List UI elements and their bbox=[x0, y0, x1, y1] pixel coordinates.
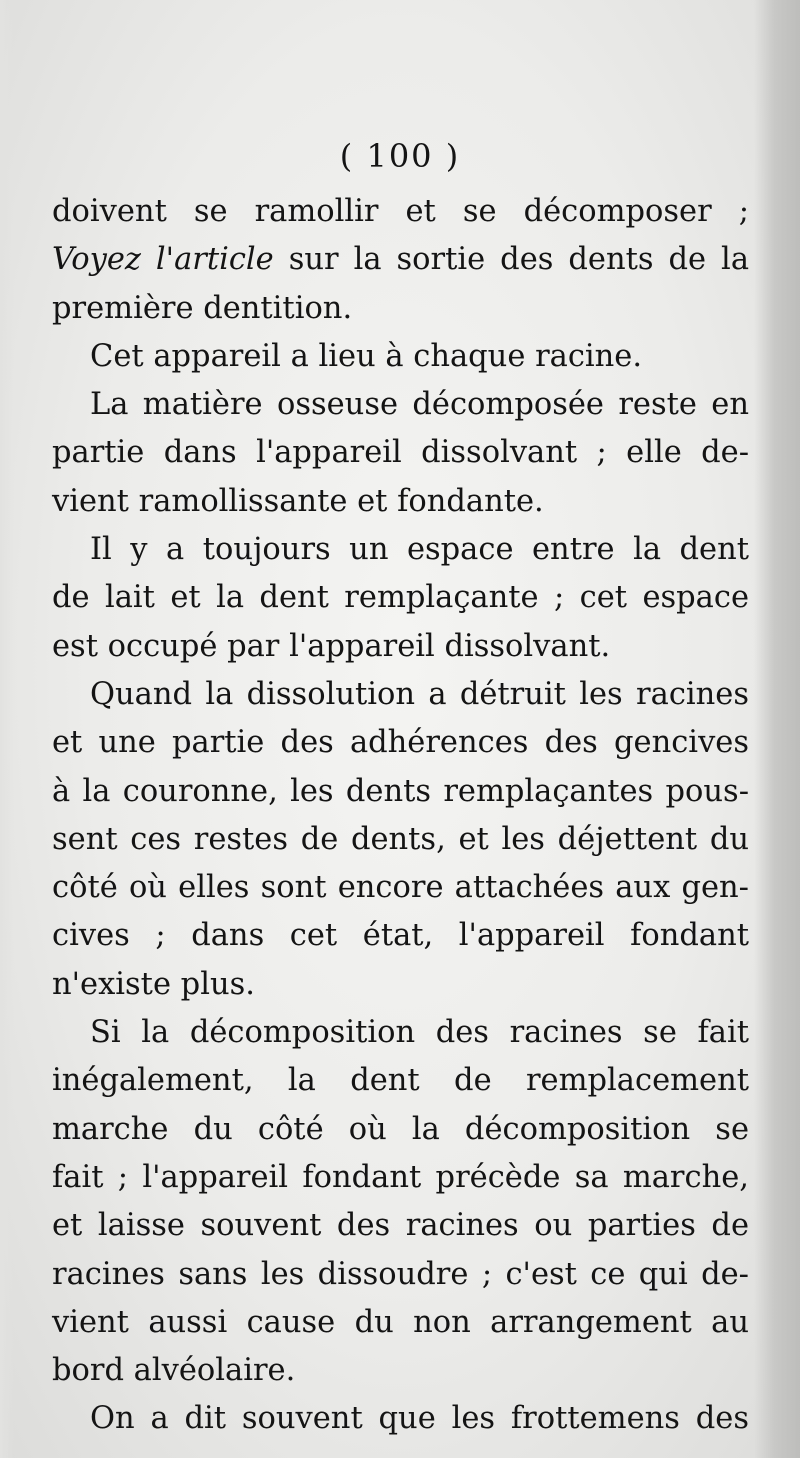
paragraph-start-line: Il y a toujours un espace entre la dent bbox=[90, 532, 749, 568]
page-number: ( 100 ) bbox=[339, 137, 461, 175]
page-edge-shadow-left bbox=[0, 0, 14, 1458]
text-line: sent ces restes de dents, et les déjettent du bbox=[52, 821, 749, 857]
text-line: vient ramollissante et fondante. bbox=[52, 483, 544, 519]
body-text bbox=[52, 188, 749, 1444]
text-line: à la couronne, les dents remplaçantes pous- bbox=[52, 773, 749, 809]
text-line: marche du côté où la décomposition se bbox=[52, 1111, 749, 1147]
text-line: bord alvéolaire. bbox=[52, 1353, 296, 1389]
text-line-rest: sur la sortie des dents de la bbox=[273, 242, 749, 278]
text-line: et laisse souvent des racines ou parties de bbox=[52, 1208, 749, 1244]
text-line: est occupé par l'appareil dissolvant. bbox=[52, 628, 611, 664]
text-line: partie dans l'appareil dissolvant ; elle de- bbox=[52, 435, 749, 471]
paragraph-start-line: Si la décomposition des racines se fait bbox=[90, 1015, 749, 1051]
paragraph-start-line: Quand la dissolution a détruit les racines bbox=[90, 676, 749, 712]
text-line: première dentition. bbox=[52, 290, 353, 326]
text-line: n'existe plus. bbox=[52, 966, 255, 1002]
text-line: et une partie des adhérences des gencives bbox=[52, 725, 749, 761]
text-line: doivent se ramollir et se décomposer ; bbox=[52, 194, 749, 229]
text-line bbox=[52, 236, 749, 284]
paragraph-start-line: On a dit souvent que les frottemens des bbox=[90, 1401, 749, 1437]
text-line: inégalement, la dent de remplacement bbox=[52, 1063, 749, 1099]
italic-reference: Voyez l'article bbox=[52, 242, 274, 278]
text-line: racines sans les dissoudre ; c'est ce qui de- bbox=[52, 1256, 749, 1292]
paragraph-start-line: La matière osseuse décomposée reste en bbox=[90, 387, 749, 423]
text-line: vient aussi cause du non arrangement au bbox=[52, 1304, 749, 1340]
paragraph-start-line: Cet appareil a lieu à chaque racine. bbox=[90, 338, 643, 374]
text-line: de lait et la dent remplaçante ; cet espace bbox=[52, 580, 749, 616]
text-line: côté où elles sont encore attachées aux gen- bbox=[52, 870, 749, 906]
text-line: fait ; l'appareil fondant précède sa marche, bbox=[52, 1159, 749, 1195]
page-edge-shadow-right bbox=[754, 0, 800, 1458]
text-line: cives ; dans cet état, l'appareil fondant bbox=[52, 918, 749, 954]
